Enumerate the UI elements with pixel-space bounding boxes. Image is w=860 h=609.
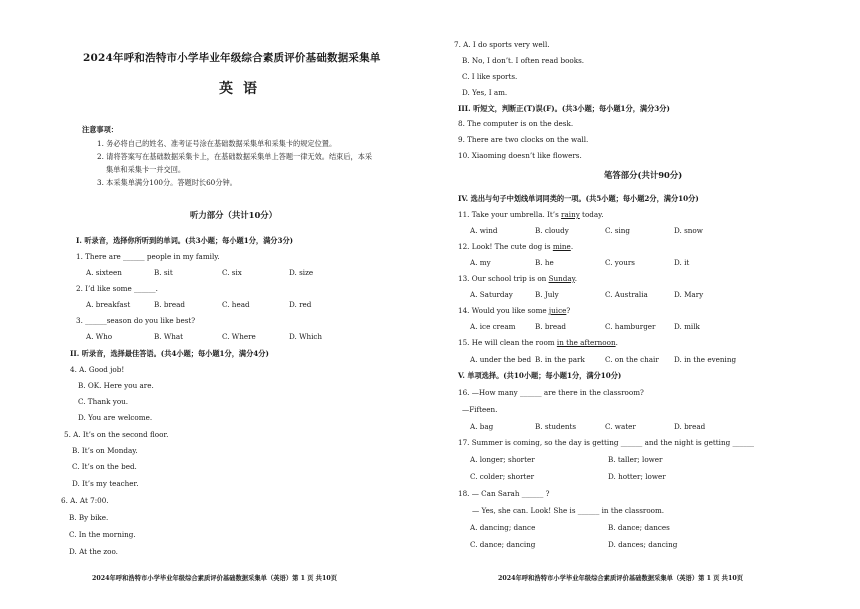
- q7-option-b: B. No, I don’t. I often read books.: [462, 56, 585, 65]
- q14-option-b: B. bread: [535, 322, 567, 331]
- q3-option-c: C. Where: [222, 332, 256, 341]
- q9-statement: 9. There are two clocks on the wall.: [458, 135, 589, 144]
- q14-option-d: D. milk: [674, 322, 700, 331]
- q14-option-c: C. hamburger: [605, 322, 656, 331]
- q15-option-d: D. in the evening: [674, 355, 737, 364]
- written-heading: 笔答部分(共计90分): [604, 170, 683, 180]
- subject-title: 英语: [219, 81, 267, 97]
- part-5-heading: V. 单项选择。(共10小题；每小题1分，满分10分): [458, 371, 622, 380]
- q12-option-d: D. it: [674, 258, 690, 267]
- exam-title: 2024年呼和浩特市小学毕业年级综合素质评价基础数据采集单: [83, 52, 381, 64]
- q11-option-d: D. snow: [674, 226, 703, 235]
- q11-option-b: B. cloudy: [535, 226, 569, 235]
- q11-option-c: C. sing: [605, 226, 631, 235]
- q1-option-a: A. sixteen: [86, 268, 122, 277]
- q7-option-d: D. Yes, I am.: [462, 88, 508, 97]
- q6-option-d: D. At the zoo.: [69, 547, 118, 556]
- q1-option-c: C. six: [222, 268, 242, 277]
- q13-option-c: C. Australia: [605, 290, 648, 299]
- q16-option-d: D. bread: [674, 422, 706, 431]
- q14-stem: 14. Would you like some juice?: [458, 306, 571, 315]
- q4-option-b: B. OK. Here you are.: [78, 381, 154, 390]
- q5-option-b: B. It’s on Monday.: [72, 446, 138, 455]
- q15-underlined-word: in the afternoon: [556, 338, 616, 347]
- q18-option-b: B. dance; dances: [608, 523, 670, 532]
- q12-option-c: C. yours: [605, 258, 635, 267]
- q7-option-a: 7. A. I do sports very well.: [454, 40, 550, 49]
- q17-stem: 17. Summer is coming, so the day is getting ______ and the night is getting ______: [458, 438, 755, 447]
- q3-option-b: B. What: [154, 332, 184, 341]
- q12-stem: 12. Look! The cute dog is mine.: [458, 242, 574, 251]
- q17-option-d: D. hotter; lower: [608, 472, 666, 481]
- q6-option-c: C. In the morning.: [69, 530, 136, 539]
- q16-stem: 16. —How many ______ are there in the classroom?: [458, 388, 644, 397]
- listening-heading: 听力部分（共计10分）: [190, 210, 278, 220]
- q6-option-b: B. By bike.: [69, 513, 109, 522]
- q7-option-c: C. I like sports.: [462, 72, 518, 81]
- q4-option-c: C. Thank you.: [78, 397, 129, 406]
- q18-option-a: A. dancing; dance: [470, 523, 536, 532]
- q4-option-d: D. You are welcome.: [78, 413, 153, 422]
- q11-stem: 11. Take your umbrella. It’s rainy today.: [458, 210, 604, 219]
- q13-option-d: D. Mary: [674, 290, 704, 299]
- q6-option-a: 6. A. At 7:00.: [61, 496, 109, 505]
- notice-item-2-cont: 集单和采集卡一并交回。: [106, 165, 186, 174]
- q8-statement: 8. The computer is on the desk.: [458, 119, 574, 128]
- q17-option-a: A. longer; shorter: [470, 455, 535, 464]
- part-1-heading: I. 听录音，选择你所听到的单词。(共3小题；每小题1分，满分3分): [76, 236, 294, 245]
- page-footer-right: 2024年呼和浩特市小学毕业年级综合素质评价基础数据采集单（英语）第 1 页 共10页: [498, 575, 744, 582]
- q16-option-b: B. students: [535, 422, 577, 431]
- q16-reply: —Fifteen.: [462, 405, 498, 414]
- q1-option-d: D. size: [289, 268, 314, 277]
- q15-option-b: B. in the park: [535, 355, 585, 364]
- q14-underlined-word: juice: [548, 306, 567, 315]
- q15-option-a: A. under the bed: [470, 355, 532, 364]
- q15-stem: 15. He will clean the room in the afternoon.: [458, 338, 618, 347]
- right-page: [440, 0, 860, 609]
- q4-option-a: 4. A. Good job!: [70, 365, 125, 374]
- q16-option-a: A. bag: [470, 422, 494, 431]
- q12-option-a: A. my: [470, 258, 491, 267]
- page-footer-left: 2024年呼和浩特市小学毕业年级综合素质评价基础数据采集单（英语）第 1 页 共10页: [92, 575, 338, 582]
- q3-option-a: A. Who: [86, 332, 113, 341]
- q12-option-b: B. he: [535, 258, 554, 267]
- q15-option-c: C. on the chair: [605, 355, 659, 364]
- q2-option-c: C. head: [222, 300, 250, 309]
- q12-underlined-word: mine: [552, 242, 571, 251]
- q18-stem: 18. — Can Sarah ______ ?: [458, 489, 550, 498]
- q13-option-a: A. Saturday: [470, 290, 513, 299]
- q11-option-a: A. wind: [470, 226, 498, 235]
- part-4-heading: IV. 选出与句子中划线单词同类的一项。(共5小题；每小题2分，满分10分): [458, 194, 699, 203]
- q2-option-d: D. red: [289, 300, 312, 309]
- q2-stem: 2. I’d like some ______.: [76, 284, 158, 293]
- q14-option-a: A. ice cream: [470, 322, 516, 331]
- q18-option-d: D. dances; dancing: [608, 540, 678, 549]
- q13-underlined-word: Sunday: [548, 274, 575, 283]
- part-3-heading: III. 听短文，判断正(T)误(F)。(共3小题；每小题1分，满分3分): [458, 104, 670, 113]
- q11-underlined-word: rainy: [561, 210, 580, 219]
- notice-heading: 注意事项：: [82, 125, 118, 134]
- q2-option-a: A. breakfast: [86, 300, 131, 309]
- part-2-heading: II. 听录音，选择最佳答语。(共4小题；每小题1分，满分4分): [70, 349, 269, 358]
- q5-option-c: C. It’s on the bed.: [72, 462, 137, 471]
- q3-stem: 3. ______season do you like best?: [76, 316, 196, 325]
- notice-item-1: 1. 务必将自己的姓名、准考证号涂在基础数据采集单和采集卡的规定位置。: [97, 139, 337, 148]
- q5-option-a: 5. A. It’s on the second floor.: [64, 430, 169, 439]
- q5-option-d: D. It’s my teacher.: [72, 479, 139, 488]
- q13-stem: 13. Our school trip is on Sunday.: [458, 274, 578, 283]
- q17-option-c: C. colder; shorter: [470, 472, 535, 481]
- q13-option-b: B. July: [535, 290, 559, 299]
- q16-option-c: C. water: [605, 422, 636, 431]
- q1-stem: 1. There are ______ people in my family.: [76, 252, 220, 261]
- q17-option-b: B. taller; lower: [608, 455, 663, 464]
- q18-option-c: C. dance; dancing: [470, 540, 536, 549]
- q10-statement: 10. Xiaoming doesn’t like flowers.: [458, 151, 582, 160]
- notice-item-3: 3. 本采集单满分100分。答题时长60分钟。: [97, 178, 237, 187]
- q2-option-b: B. bread: [154, 300, 186, 309]
- q3-option-d: D. Which: [289, 332, 323, 341]
- q1-option-b: B. sit: [154, 268, 173, 277]
- q18-reply: — Yes, she can. Look! She is ______ in the classroom.: [472, 506, 665, 515]
- notice-item-2: 2. 请将答案写在基础数据采集卡上，在基础数据采集单上答题一律无效。结束后，本采: [97, 152, 373, 161]
